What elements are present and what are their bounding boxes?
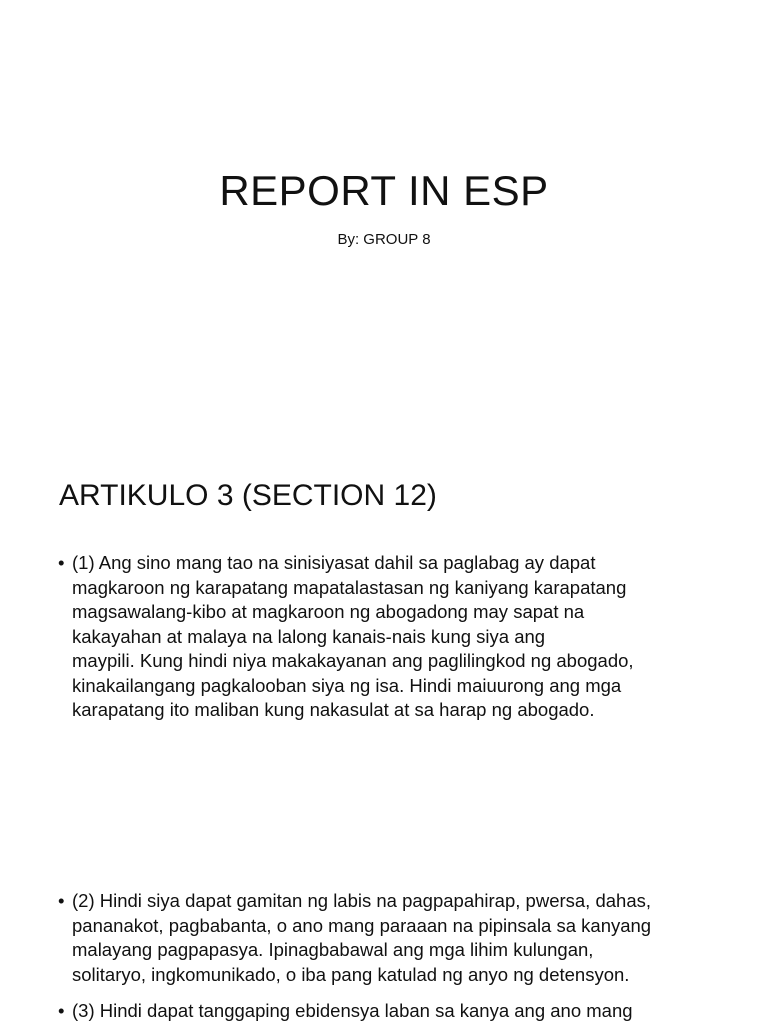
bullet-text: (2) Hindi siya dapat gamitan ng labis na pagpapahirap, pwersa, dahas, pananakot, pagbabanta, o ano mang paraaan na pipinsala sa kanyang malayang pagpapasya. Ipinagbabawal ang mga lihim kulungan, solitaryo, ingkomunikado, o iba pang katulad ng anyo ng detensyon. — [72, 890, 652, 985]
slide-subtitle: By: GROUP 8 — [337, 231, 431, 248]
bullet-marker: • — [58, 1000, 65, 1021]
bullet-item-3 — [58, 999, 738, 1024]
bullet-marker: • — [58, 890, 65, 911]
slide-title: REPORT IN ESP — [219, 167, 549, 214]
bullet-marker: • — [58, 552, 65, 573]
bullet-text: (3) Hindi dapat tanggaping ebidensya laban sa kanya ang ano mang — [72, 1000, 633, 1021]
bullet-item-1 — [58, 551, 738, 723]
bullet-item-2 — [58, 889, 738, 987]
bullet-text: (1) Ang sino mang tao na sinisiyasat dahil sa paglabag ay dapat magkaroon ng karapatang mapatalastasan ng kaniyang karapatang magsawalang-kibo at magkaroon ng abogadong may sapat na kakayahan at malaya na lalong kanais-nais kung siya ang maypili. Kung hindi niya makakayanan ang paglilingkod ng abogado, kinakailangang pagkalooban siya ng isa. Hindi maiuurong ang mga karapatang ito maliban kung nakasulat at sa harap ng abogado. — [72, 552, 634, 720]
title-slide — [0, 0, 768, 440]
content-slide — [0, 440, 768, 1024]
slide-heading: ARTIKULO 3 (SECTION 12) — [59, 479, 437, 512]
